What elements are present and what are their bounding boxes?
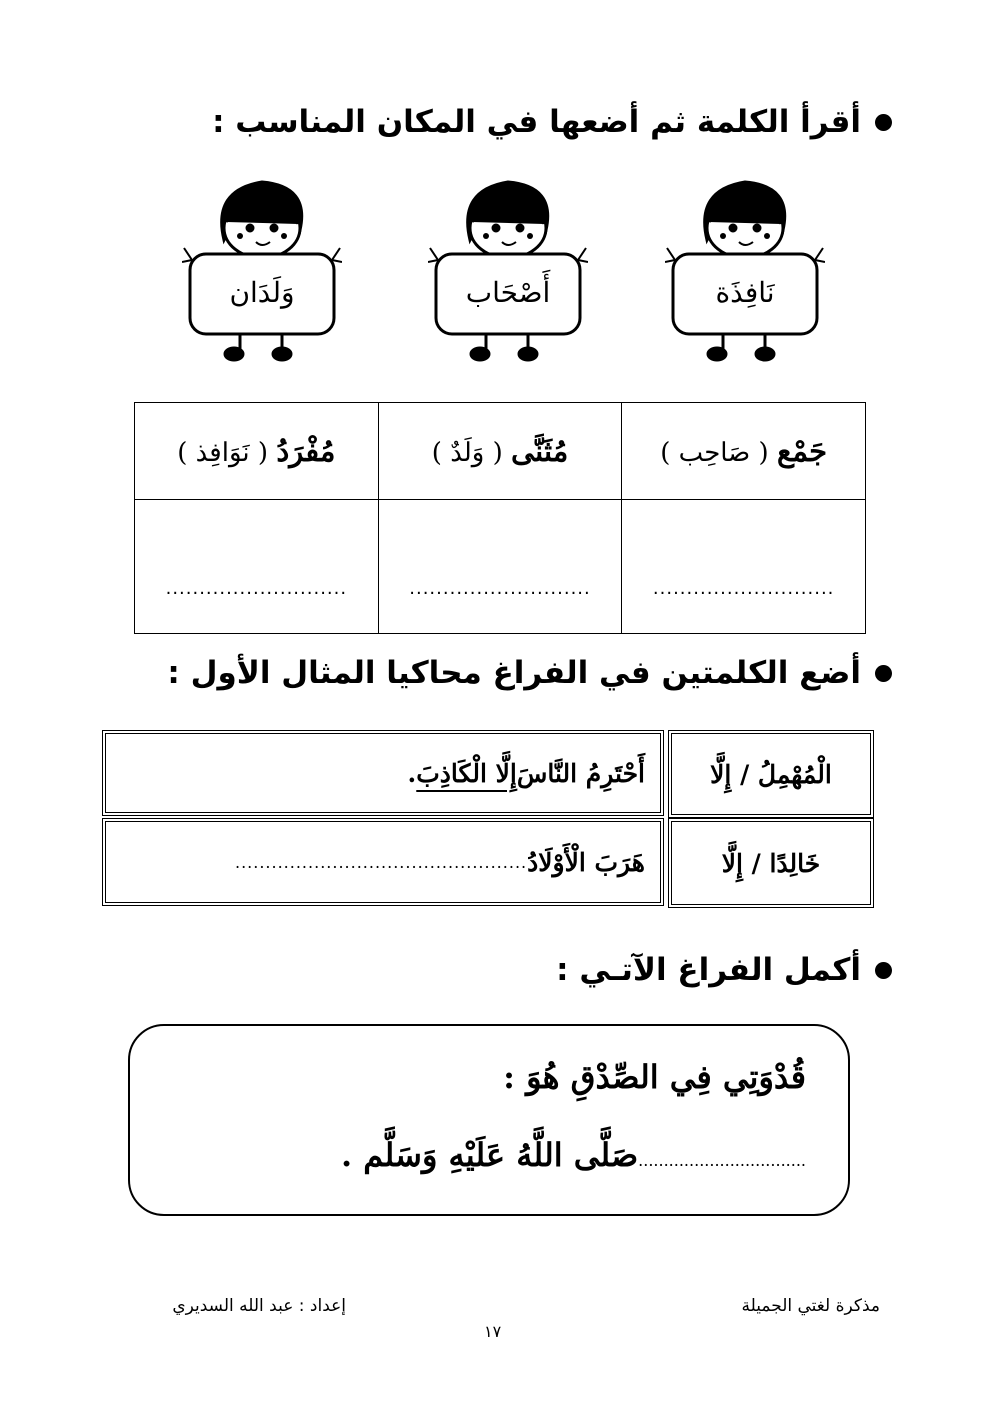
answer-blank[interactable]: ........................... xyxy=(378,500,622,634)
word-pair-cell: الْمُهْمِلُ / إِلَّا xyxy=(668,730,874,818)
word-pair-cell: خَالِدًا / إِلَّا xyxy=(668,818,874,908)
section1-heading: أقرأ الكلمة ثم أضعها في المكان المناسب : xyxy=(212,104,892,140)
answer-blank[interactable]: ........................... xyxy=(622,500,866,634)
answer-blank[interactable]: ................................. xyxy=(638,1151,806,1170)
example-sentence-cell: أَحْتَرِمُ النَّاسَ إِلَّا الْكَاذِبَ . xyxy=(102,730,664,816)
card-word: أَصْحَاب xyxy=(465,276,551,309)
kid-card-3 xyxy=(182,170,342,370)
answer-blank[interactable]: ........................... xyxy=(135,500,379,634)
bullet-icon xyxy=(875,114,892,131)
fill-in-box xyxy=(128,1024,850,1216)
kid-card-1 xyxy=(665,170,825,370)
kid-card-2 xyxy=(428,170,588,370)
table-header-cell: مُثَنَّى ( وَلَدٌ ) xyxy=(378,403,622,500)
card-word: نَافِذَة xyxy=(715,276,775,309)
card-word: وَلَدَان xyxy=(229,276,295,309)
footer-author: إعداد : عبد الله السديري xyxy=(172,1296,346,1316)
bullet-icon xyxy=(875,665,892,682)
page-number: ١٧ xyxy=(484,1322,502,1341)
section3-heading: أكمل الفراغ الآتـي : xyxy=(556,952,892,988)
footer-title: مذكرة لغتي الجميلة xyxy=(741,1296,880,1316)
bullet-icon xyxy=(875,962,892,979)
exercise-sentence-cell: هَرَبَ الْأَوْلَادُ ................................................ xyxy=(102,818,664,906)
table-header-cell: جَمْع ( صَاحِب ) xyxy=(622,403,866,500)
underlined-words: إِلَّا الْكَاذِبَ xyxy=(416,758,517,788)
answer-line: .................................صَلَّى اللَّهُ عَلَيْهِ وَسَلَّم . xyxy=(340,1136,806,1174)
section2-heading: أضع الكلمتين في الفراغ محاكيا المثال الأول : xyxy=(167,655,892,691)
table-header-cell: مُفْرَدُ ( نَوَافِذ ) xyxy=(135,403,379,500)
answer-blank[interactable]: ................................................ xyxy=(234,852,528,872)
classification-table xyxy=(134,402,866,634)
question-line: قُدْوَتِي فِي الصِّدْقِ هُوَ : xyxy=(503,1058,806,1096)
